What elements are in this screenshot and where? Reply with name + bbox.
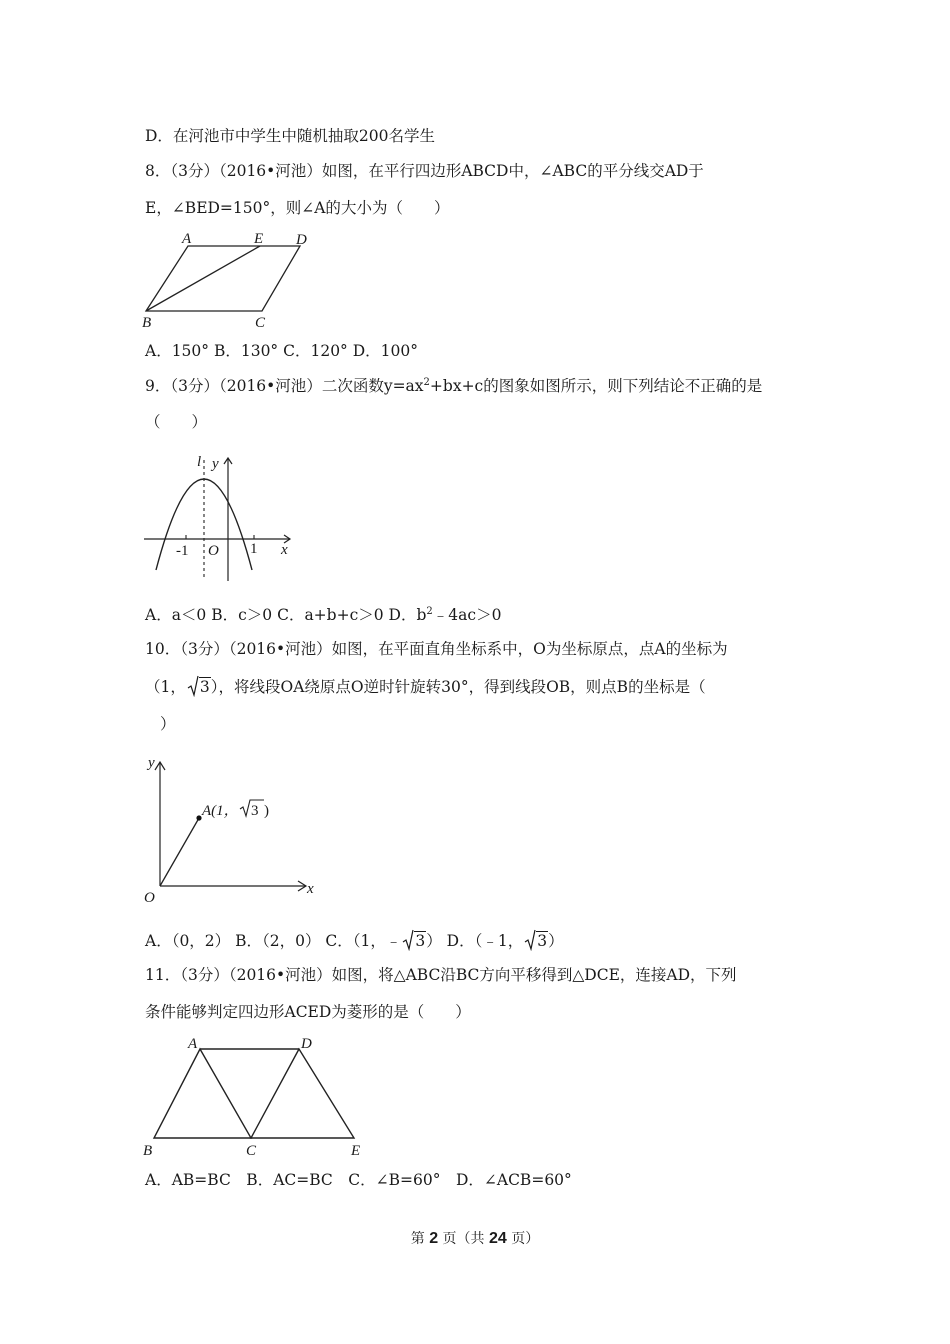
q11-label-c: C (246, 1143, 257, 1159)
q9-label-minus-1: -1 (176, 543, 189, 559)
q10-stem-line1: 10．（3分）（2016•河池）如图，在平面直角坐标系中，O为坐标原点，点A的坐标为 (145, 640, 728, 658)
q8-parallelogram-figure (140, 228, 330, 333)
q9-parabola-figure (140, 448, 300, 588)
q11-triangle-dce (251, 1049, 354, 1138)
q8-label-b: B (142, 315, 152, 331)
q9-label-x: x (281, 542, 288, 558)
q10-stem-line2: （1， 3），将线段OA绕原点O逆时针旋转30°，得到线段OB，则点B的坐标是（ (145, 678, 706, 696)
q10-label-x: x (307, 881, 314, 897)
q9-options: A．a＜0 B．c＞0 C．a+b+c＞0 D．$b^2﹣4ac>0$ (145, 606, 502, 624)
q11-label-d: D (301, 1036, 312, 1052)
q8-label-a: A (182, 231, 192, 247)
q11-label-b: B (143, 1143, 153, 1159)
q10-option-c-sqrt: 3 (402, 930, 426, 952)
q10-label-o: O (144, 890, 155, 906)
q11-label-e: E (351, 1143, 361, 1159)
q10-options: A．（0，2） B．（2，0） C．（1，﹣ 3） D．（﹣1， 3） (145, 932, 564, 950)
q8-label-d: D (296, 232, 307, 248)
q9-label-o: O (208, 543, 219, 559)
current-page-number: 2 (429, 1230, 439, 1247)
q10-label-y: y (148, 755, 155, 771)
q9-stem-line2: （ ） (145, 413, 208, 431)
q9-label-y: y (212, 456, 219, 472)
q10-option-d-sqrt: 3 (524, 930, 548, 952)
q10-point-a (196, 815, 201, 820)
q8-stem-line1: 8．（3分）（2016•河池）如图，在平行四边形ABCD中，∠ABC的平分线交AD于 (145, 162, 704, 180)
q8-options: A．150° B．130° C．120° D．100° (145, 342, 418, 360)
q11-translation-figure (140, 1033, 380, 1163)
q9-label-1: 1 (250, 541, 258, 557)
q11-options: A．AB=BC B．AC=BC C．∠B=60° D．∠ACB=60° (145, 1171, 572, 1189)
q10-label-close: ) (264, 803, 269, 819)
q11-triangle-abc (154, 1049, 251, 1138)
total-page-count: 24 (489, 1230, 507, 1247)
q10-label-radicand: 3 (251, 803, 259, 819)
q8-label-c: C (255, 315, 266, 331)
q9-stem-line1: 9．（3分）（2016•河池）二次函数$y=ax^2+bx+c$的图象如图所示，则下列结论不正确的是 (145, 377, 763, 395)
q11-label-a: A (188, 1036, 198, 1052)
q9-label-l: l (197, 454, 202, 470)
q11-stem-line1: 11．（3分）（2016•河池）如图，将△ABC沿BC方向平移得到△DCE，连接AD，下列 (145, 966, 737, 984)
q8-stem-line2: E，∠BED=150°，则∠A的大小为（ ） (145, 199, 450, 217)
page-footer: 第 2 页（共 24 页） (410, 1230, 540, 1247)
q8-parallelogram-abcd (146, 246, 300, 311)
q8-segment-be (146, 246, 260, 311)
q10-segment-oa (160, 818, 199, 886)
q10-stem-line3: ） (160, 715, 176, 733)
q8-label-e: E (254, 231, 264, 247)
q10-sqrt: 3 (187, 676, 211, 698)
q11-stem-line2: 条件能够判定四边形ACED为菱形的是（ ） (145, 1003, 471, 1021)
q10-label-a-coord: A(1， (202, 803, 239, 819)
q10-coordinate-figure (140, 752, 330, 912)
q7-option-d: D．在河池市中学生中随机抽取200名学生 (145, 127, 436, 145)
